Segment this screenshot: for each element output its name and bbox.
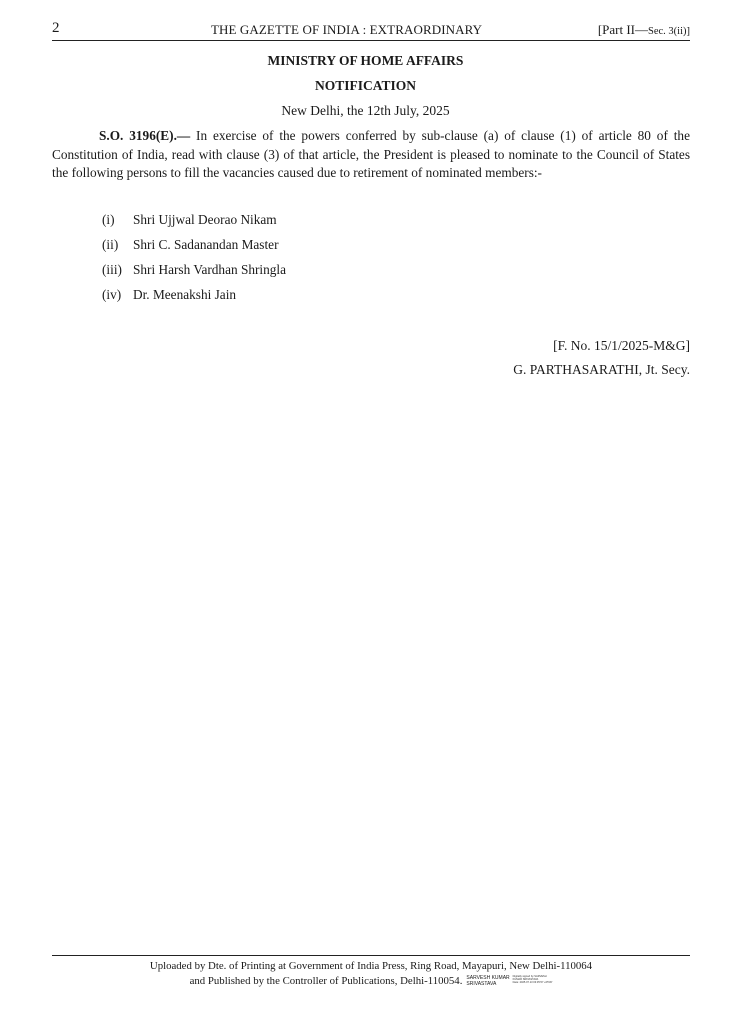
list-item bbox=[102, 236, 286, 261]
nominee-name: Shri C. Sadanandan Master bbox=[133, 237, 279, 252]
page-number: 2 bbox=[52, 20, 60, 36]
list-number: (ii) bbox=[102, 237, 119, 252]
signatory: G. PARTHASARATHI, Jt. Secy. bbox=[513, 362, 690, 377]
body-text: In exercise of the powers conferred by sub-clause (a) of clause (1) of article 80 of the Constitution of India, read with clause (3) of that article, the President is pleased to nominate to the Council of States the following persons to fill the vacancies caused due to retirement of nominated members:- bbox=[52, 128, 690, 180]
signature-name-1: SARVESH KUMAR bbox=[466, 974, 510, 981]
nominee-list bbox=[102, 211, 286, 311]
part-section: Sec. 3(ii)] bbox=[648, 26, 690, 37]
nominee-name: Dr. Meenakshi Jain bbox=[133, 287, 237, 302]
footer-line-1: Uploaded by Dte. of Printing at Government of India Press, Ring Road, Mayapuri, New Delhi-110064 bbox=[149, 960, 593, 972]
file-reference: [F. No. 15/1/2025-M&G] bbox=[553, 338, 690, 353]
list-item bbox=[102, 261, 286, 286]
list-number: (iii) bbox=[102, 262, 122, 277]
part-prefix: [Part II— bbox=[597, 22, 648, 37]
nominee-name: Shri Ujjwal Deorao Nikam bbox=[133, 212, 277, 227]
signature-detail-3: Date: 2025.07.13 03:35:57 +05'30' bbox=[512, 980, 553, 984]
list-item bbox=[102, 211, 286, 236]
digital-signature bbox=[466, 975, 552, 987]
gazette-title: THE GAZETTE OF INDIA : EXTRAORDINARY bbox=[211, 22, 483, 37]
notification-heading: NOTIFICATION bbox=[314, 78, 416, 93]
footer-line-2-row bbox=[52, 974, 690, 989]
list-number: (iv) bbox=[102, 287, 122, 302]
list-item bbox=[102, 286, 286, 311]
signature-detail-2: KUMAR SRIVASTAVA bbox=[512, 977, 539, 981]
order-number: S.O. 3196(E).— bbox=[99, 128, 191, 143]
footer bbox=[52, 959, 690, 988]
nominee-name: Shri Harsh Vardhan Shringla bbox=[133, 262, 287, 277]
ministry-title: MINISTRY OF HOME AFFAIRS bbox=[267, 53, 464, 68]
dateline: New Delhi, the 12th July, 2025 bbox=[281, 103, 450, 118]
list-number: (i) bbox=[102, 212, 115, 227]
part-section-label bbox=[598, 22, 690, 38]
signature-name-2: SRIVASTAVA bbox=[466, 980, 497, 987]
signature-detail-1: Digitally signed by SARVESH bbox=[512, 974, 547, 978]
header-divider bbox=[52, 40, 690, 41]
footer-line-2: and Published by the Controller of Publications, Delhi-110054. bbox=[189, 974, 463, 987]
notification-body bbox=[52, 127, 690, 183]
gazette-header bbox=[52, 20, 690, 40]
footer-divider bbox=[52, 955, 690, 956]
